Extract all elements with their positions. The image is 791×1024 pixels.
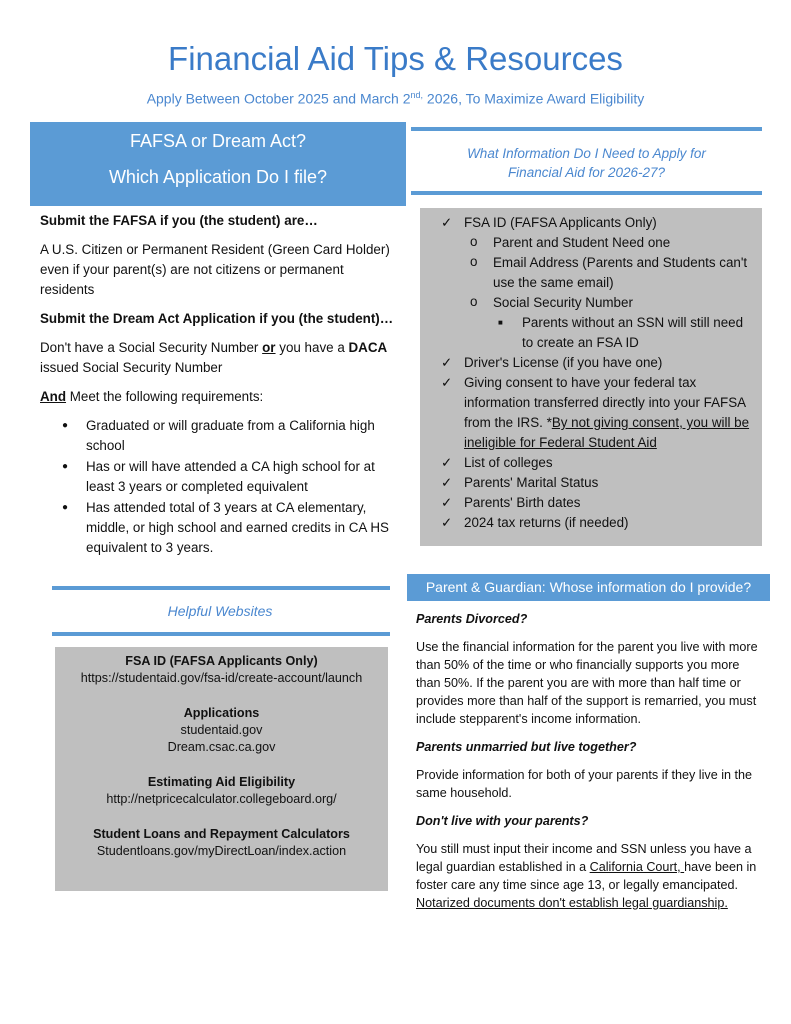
- checklist-item-license: ✓ Driver's License (if you have one): [420, 353, 762, 373]
- helpful-websites-title: Helpful Websites: [167, 603, 273, 619]
- website-section: [55, 774, 388, 808]
- answer-court: California Court,: [589, 860, 685, 874]
- info-title-line2: Financial Aid for 2026-27?: [507, 165, 666, 180]
- answer-text2: have been in foster care any time since age 13, or legally emancipated.: [416, 860, 757, 892]
- dream-desc-daca: DACA: [348, 340, 388, 355]
- requirements-checklist: [420, 208, 762, 546]
- checklist-item-tax: ✓ 2024 tax returns (if needed): [420, 513, 762, 533]
- info-title: [411, 144, 762, 182]
- checklist-subitem: o Email Address (Parents and Students can't use the same email): [420, 253, 762, 293]
- websites-box: [55, 647, 388, 891]
- dream-label: Submit the Dream Act Application if you (the student)…: [40, 311, 394, 326]
- parent-guardian-heading: Parent & Guardian: Whose information do I provide?: [407, 574, 770, 601]
- and-word: And: [40, 389, 67, 404]
- website-heading: Student Loans and Repayment Calculators: [93, 827, 350, 841]
- website-link[interactable]: http://netpricecalculator.collegeboard.org/: [106, 792, 337, 806]
- fafsa-dream-heading: [30, 122, 406, 206]
- list-item: ● Has or will have attended a CA high school for at least 3 years or completed equivalent: [62, 457, 400, 497]
- checklist-item-colleges: ✓ List of colleges: [420, 453, 762, 473]
- info-divider-bottom: [411, 191, 762, 195]
- requirements-intro-text: Meet the following requirements:: [66, 389, 264, 404]
- subtitle-text: Apply Between October 2025 and March 2: [146, 90, 411, 107]
- website-section: [55, 705, 388, 756]
- subtitle-text-end: 2026, To Maximize Award Eligibility: [423, 90, 645, 107]
- website-link[interactable]: Studentloans.gov/myDirectLoan/index.action: [96, 844, 347, 858]
- answer-notarized: Notarized documents don't establish legal guardianship.: [416, 896, 728, 910]
- website-heading: FSA ID (FAFSA Applicants Only): [125, 654, 318, 668]
- checklist-subsubitem: ■ Parents without an SSN will still need to create an FSA ID: [420, 313, 762, 353]
- consent-text: Giving consent to have your federal tax information transferred directly into your FAFSA from the IRS. *: [464, 375, 746, 430]
- question-not-living: Don't live with your parents?: [416, 814, 589, 828]
- website-link[interactable]: https://studentaid.gov/fsa-id/create-account/launch: [80, 671, 363, 685]
- page-subtitle: [0, 90, 791, 107]
- helpful-divider-top: [52, 586, 390, 590]
- website-link[interactable]: Dream.csac.ca.gov: [167, 740, 276, 754]
- dream-desc-text: Don't have a Social Security Number: [40, 340, 263, 355]
- dream-desc-or: or: [262, 340, 276, 355]
- fafsa-label: Submit the FAFSA if you (the student) are…: [40, 213, 318, 228]
- subtitle-sup: nd,: [410, 90, 424, 100]
- helpful-divider-bottom: [52, 632, 390, 636]
- website-heading: Applications: [183, 706, 260, 720]
- checklist-item-birth: ✓ Parents' Birth dates: [420, 493, 762, 513]
- answer-text: You still must input their income and SSN unless you have a legal guardian established in a: [416, 842, 752, 874]
- requirements-intro: [40, 387, 400, 407]
- website-heading: Estimating Aid Eligibility: [147, 775, 296, 789]
- dream-desc-text2: you have a: [275, 340, 349, 355]
- website-link[interactable]: studentaid.gov: [180, 723, 263, 737]
- dream-description: [40, 338, 400, 378]
- website-section: [55, 826, 388, 860]
- question-unmarried: Parents unmarried but live together?: [416, 740, 637, 754]
- fafsa-description: A U.S. Citizen or Permanent Resident (Green Card Holder) even if your parent(s) are not citizens or permanent residents: [40, 242, 390, 297]
- page-title: Financial Aid Tips & Resources: [168, 40, 623, 77]
- fafsa-heading-line1: FAFSA or Dream Act?: [129, 131, 307, 151]
- list-item: ● Graduated or will graduate from a California high school: [62, 416, 400, 456]
- checklist-item-marital: ✓ Parents' Marital Status: [420, 473, 762, 493]
- answer-divorced: Use the financial information for the parent you live with more than 50% of the time or who financially supports you more than 50%. If the parent you are with more than half time or provides more than half of the support is remarried, you must include stepparent's income information.: [416, 640, 758, 726]
- question-divorced: Parents Divorced?: [416, 612, 528, 626]
- fafsa-dream-content: [40, 211, 400, 559]
- parent-guardian-content: [416, 610, 766, 922]
- list-item: ● Has attended total of 3 years at CA elementary, middle, or high school and earned credits in CA HS equivalent to 3 years.: [62, 498, 400, 558]
- requirements-list: [62, 416, 400, 558]
- website-section: [55, 653, 388, 687]
- answer-unmarried: Provide information for both of your parents if they live in the same household.: [416, 768, 753, 800]
- checklist-item-fsa-id: ✓ FSA ID (FAFSA Applicants Only): [420, 213, 762, 233]
- info-title-line1: What Information Do I Need to Apply for: [467, 146, 706, 161]
- checklist-subitem: o Parent and Student Need one: [420, 233, 762, 253]
- info-divider-top: [411, 127, 762, 131]
- checklist-subitem: o Social Security Number: [420, 293, 762, 313]
- dream-desc-text3: issued Social Security Number: [40, 360, 223, 375]
- consent-warning: By not giving consent, you will be ineligible for Federal Student Aid: [464, 415, 750, 450]
- answer-not-living: [416, 840, 766, 912]
- fafsa-heading-line2: Which Application Do I file?: [108, 167, 328, 187]
- checklist-item-consent: [420, 373, 762, 453]
